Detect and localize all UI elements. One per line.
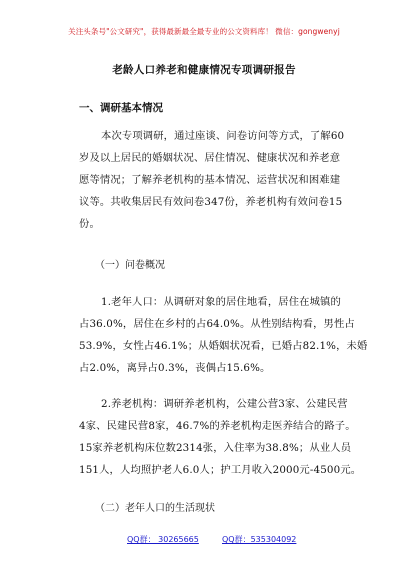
intro-line-1: 本次专项调研，通过座谈、问卷访问等方式，了解60 — [101, 130, 345, 142]
para1-line-2: 占36.0%，居住在乡村的占64.0%。从性别结构看，男性占 — [79, 318, 355, 330]
para2-line-2: 4家、民建民营8家，46.7%的养老机构走医养结合的路子。 — [79, 420, 356, 432]
intro-line-3: 愿等情况；了解养老机构的基本情况、运营状况和困难建 — [79, 174, 341, 186]
para1-line-3: 53.9%，女性占46.1%；从婚姻状况看，已婚占82.1%，未婚 — [79, 340, 368, 352]
intro-line-5: 份。 — [79, 218, 100, 230]
para1-line-1: 1.老年人口：从调研对象的居住地看，居住在城镇的 — [101, 296, 341, 308]
intro-line-2: 岁及以上居民的婚姻状况、居住情况、健康状况和养老意 — [79, 152, 341, 164]
qq-group-link-1[interactable]: QQ群： 30265665 — [127, 535, 199, 544]
para2-line-4: 151人，人均照护老人6.0人；护工月收入2000元-4500元。 — [79, 464, 362, 476]
para2-line-1: 2.养老机构：调研养老机构，公建公营3家、公建民营 — [101, 398, 348, 410]
subsection-heading-2: （二）老年人口的生活现状 — [95, 503, 215, 514]
para1-line-4: 占2.0%，离异占0.3%，丧偶占15.6%。 — [79, 362, 271, 374]
promo-banner: 关注头条号"公文研究"，获得最新最全最专业的公文资料库！ 微信：gongwenyj — [68, 27, 340, 36]
qq-group-link-2[interactable]: QQ群：535304092 — [222, 535, 297, 544]
para2-line-3: 15家养老机构床位数2314张，入住率为38.8%；从业人员 — [79, 442, 352, 454]
section-heading-1: 一、调研基本情况 — [79, 102, 163, 114]
subsection-heading-1: （一）问卷概况 — [95, 260, 165, 271]
document-title: 老龄人口养老和健康情况专项调研报告 — [112, 64, 296, 76]
intro-line-4: 议等。共收集居民有效问卷347份，养老机构有效问卷15 — [79, 196, 343, 208]
